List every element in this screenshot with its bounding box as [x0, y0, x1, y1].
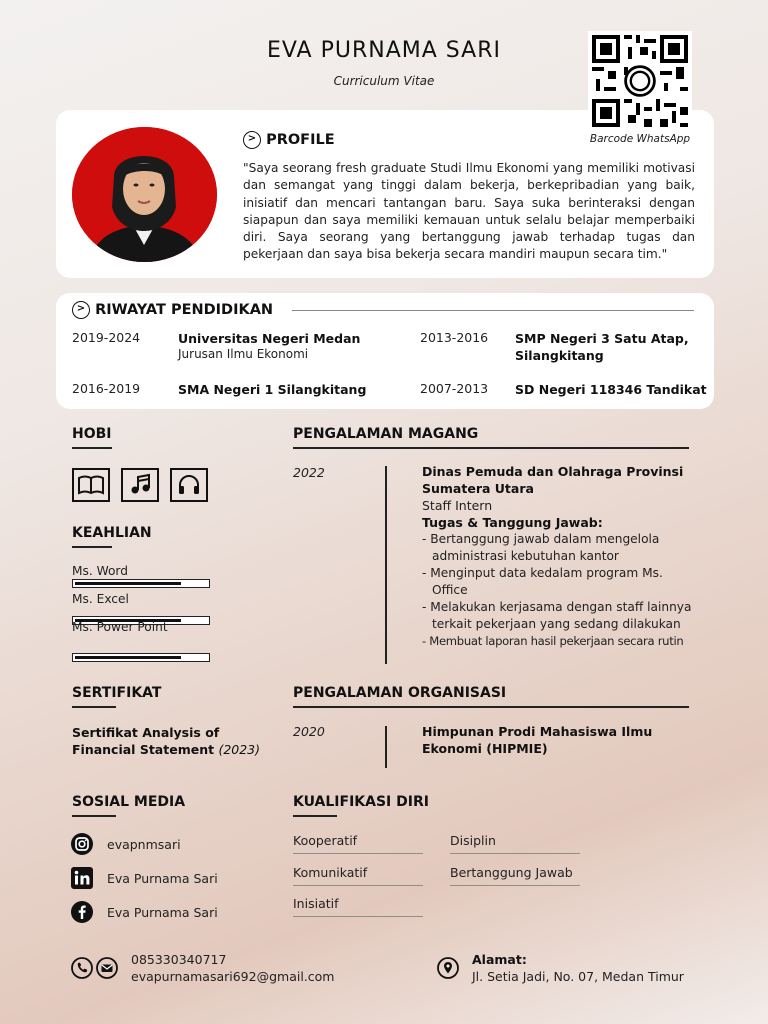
music-notes-icon: [121, 468, 159, 502]
qualifications-heading: KUALIFIKASI DIRI: [293, 794, 429, 810]
education-divider: [292, 310, 694, 311]
certificate-name: Sertifikat Analysis of Financial Statement: [72, 725, 220, 757]
skill-bar-fill: [75, 656, 181, 659]
education-heading: > RIWAYAT PENDIDIKAN: [72, 301, 273, 319]
education-school: SMP Negeri 3 Satu Atap, Silangkitang: [515, 331, 689, 363]
qr-caption: Barcode WhatsApp: [589, 133, 691, 145]
linkedin-name: Eva Purnama Sari: [107, 870, 218, 886]
phone-number[interactable]: 085330340717: [131, 952, 227, 967]
skill-label: Ms. Excel: [72, 592, 129, 606]
address-title: Alamat:: [472, 952, 527, 967]
skill-label: Ms. Power Point: [72, 620, 168, 634]
profile-summary: "Saya seorang fresh graduate Studi Ilmu Ekonomi yang memiliki motivasi dan semangat yang tinggi dalam bekerja, berkepribadian yang baik, inisiatif dan mencari tantangan baru. Saya suka berinteraksi dengan siapapun dan saya memiliki kemauan untuk selalu belajar memperbaiki diri. Saya seorang yang bertanggung jawab terhadap tugas dan pekerjaan dan saya bisa bekerja secara mandiri maupun secara tim.": [243, 161, 695, 262]
qualifications-rule: [293, 815, 337, 817]
facebook-icon: [71, 901, 93, 923]
skill-bar-fill: [75, 582, 181, 585]
organization-heading: PENGALAMAN ORGANISASI: [293, 685, 507, 701]
education-entry: [178, 330, 398, 361]
internship-year: 2022: [293, 465, 325, 480]
linkedin-icon: [71, 867, 93, 889]
education-school: Universitas Negeri Medan: [178, 331, 361, 346]
candidate-name: EVA PURNAMA SARI: [267, 38, 501, 63]
education-major: Jurusan Ilmu Ekonomi: [178, 347, 309, 361]
instagram-handle: evapnmsari: [107, 836, 181, 852]
education-school: SD Negeri 118346 Tandikat: [515, 382, 707, 397]
skills-heading: KEAHLIAN: [72, 525, 152, 541]
contact-icons: [71, 957, 118, 979]
email-address[interactable]: evapurnamasari692@gmail.com: [131, 969, 335, 984]
certificate-year: (2023): [218, 742, 261, 757]
internship-organization: Dinas Pemuda dan Olahraga Provinsi Sumatera Utara: [422, 464, 684, 496]
qualification-item: Komunikatif: [293, 865, 423, 886]
instagram-icon: [71, 833, 93, 855]
qualification-item: Kooperatif: [293, 833, 423, 854]
education-year: 2013-2016: [420, 330, 489, 345]
arrow-right-icon: >: [72, 301, 90, 319]
internship-heading: PENGALAMAN MAGANG: [293, 426, 479, 442]
social-media-rule: [72, 815, 116, 817]
internship-task: - Melakukan kerjasama dengan staff lainnya terkait pekerjaan yang sedang dilakukan: [422, 600, 692, 631]
social-linkedin[interactable]: [71, 867, 218, 889]
profile-heading: > PROFILE: [243, 131, 335, 149]
profile-photo: [72, 127, 217, 262]
phone-icon: [71, 957, 93, 979]
book-icon: [72, 468, 110, 502]
qualification-item: Bertanggung Jawab: [450, 865, 580, 886]
whatsapp-qr-code: [588, 31, 692, 131]
internship-role: Staff Intern: [422, 498, 493, 513]
internship-task: - Membuat laporan hasil pekerjaan secara rutin: [422, 634, 684, 648]
organization-name: Himpunan Prodi Mahasiswa Ilmu Ekonomi (HIPMIE): [422, 724, 653, 756]
education-year: 2016-2019: [72, 381, 141, 396]
organization-timeline-line: [385, 726, 387, 768]
facebook-name: Eva Purnama Sari: [107, 904, 218, 920]
social-instagram[interactable]: [71, 833, 181, 855]
organization-rule: [293, 706, 689, 708]
certificate-rule: [72, 706, 116, 708]
education-year: 2019-2024: [72, 330, 141, 345]
hobby-heading: HOBI: [72, 426, 112, 442]
qualification-item: Disiplin: [450, 833, 580, 854]
skills-rule: [72, 546, 112, 548]
organization-year: 2020: [293, 724, 325, 739]
qualification-item: Inisiatif: [293, 896, 423, 917]
internship-details: [422, 463, 700, 650]
email-icon: [96, 957, 118, 979]
document-subtitle: Curriculum Vitae: [333, 74, 435, 88]
address-text: Jl. Setia Jadi, No. 07, Medan Timur: [472, 969, 684, 984]
headphones-icon: [170, 468, 208, 502]
internship-timeline-line: [385, 466, 387, 664]
social-media-heading: SOSIAL MEDIA: [72, 794, 186, 810]
education-year: 2007-2013: [420, 381, 489, 396]
internship-tasks-title: Tugas & Tanggung Jawab:: [422, 515, 603, 530]
skill-bar: [72, 653, 210, 662]
certificate-entry: [72, 724, 272, 758]
social-facebook[interactable]: [71, 901, 218, 923]
internship-rule: [293, 447, 689, 449]
certificate-heading: SERTIFIKAT: [72, 685, 162, 701]
arrow-right-icon: >: [243, 131, 261, 149]
internship-task: - Bertanggung jawab dalam mengelola administrasi kebutuhan kantor: [422, 532, 660, 563]
internship-task: - Menginput data kedalam program Ms. Office: [422, 566, 663, 597]
hobby-rule: [72, 447, 112, 449]
education-school: SMA Negeri 1 Silangkitang: [178, 382, 367, 397]
skill-label: Ms. Word: [72, 564, 128, 578]
skill-bar: [72, 579, 210, 588]
location-pin-icon: [437, 957, 459, 979]
